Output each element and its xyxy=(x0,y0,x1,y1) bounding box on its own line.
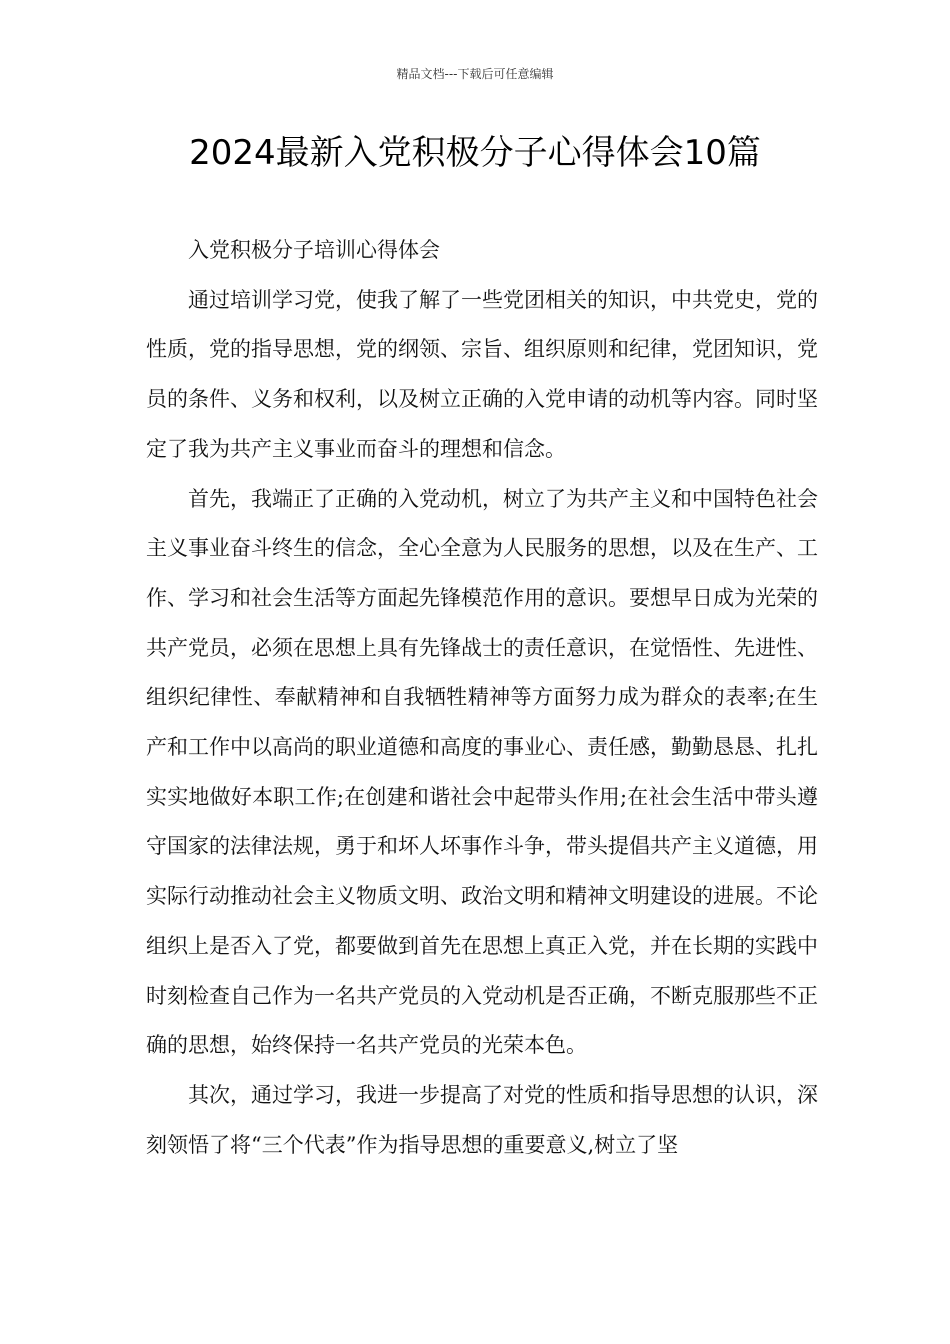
paragraph: 首先，我端正了正确的入党动机，树立了为共产主义和中国特色社会主义事业奋斗终生的信念，全心全意为人民服务的思想，以及在生产、工作、学习和社会生活等方面起先锋模范作用的意识。要想早日成为光荣的共产党员，必须在思想上具有先锋战士的责任意识，在觉悟性、先进性、组织纪律性、奉献精神和自我牺牲精神等方面努力成为群众的表率;在生产和工作中以高尚的职业道德和高度的事业心、责任感，勤勤恳恳、扎扎实实地做好本职工作;在创建和谐社会中起带头作用;在社会生活中带头遵守国家的法律法规，勇于和坏人坏事作斗争，带头提倡共产主义道德，用实际行动推动社会主义物质文明、政治文明和精神文明建设的进展。不论组织上是否入了党，都要做到首先在思想上真正入党，并在长期的实践中时刻检查自己作为一名共产党员的入党动机是否正确，不断克服那些不正确的思想，始终保持一名共产党员的光荣本色。 xyxy=(146,486,818,1058)
paragraph: 其次，通过学习，我进一步提高了对党的性质和指导思想的认识，深刻领悟了将“三个代表”作为指导思想的重要意义,树立了坚 xyxy=(146,1082,818,1157)
header-note: 精品文档---下载后可任意编辑 xyxy=(396,67,554,81)
section-heading: 入党积极分子培训心得体会 xyxy=(188,238,440,262)
paragraph: 通过培训学习党，使我了解了一些党团相关的知识，中共党史，党的性质，党的指导思想，党的纲领、宗旨、组织原则和纪律，党团知识，党员的条件、义务和权利，以及树立正确的入党申请的动机等内容。同时坚定了我为共产主义事业而奋斗的理想和信念。 xyxy=(146,287,818,461)
document-title: 2024最新入党积极分子心得体会10篇 xyxy=(189,133,761,173)
document-body xyxy=(146,226,818,1170)
